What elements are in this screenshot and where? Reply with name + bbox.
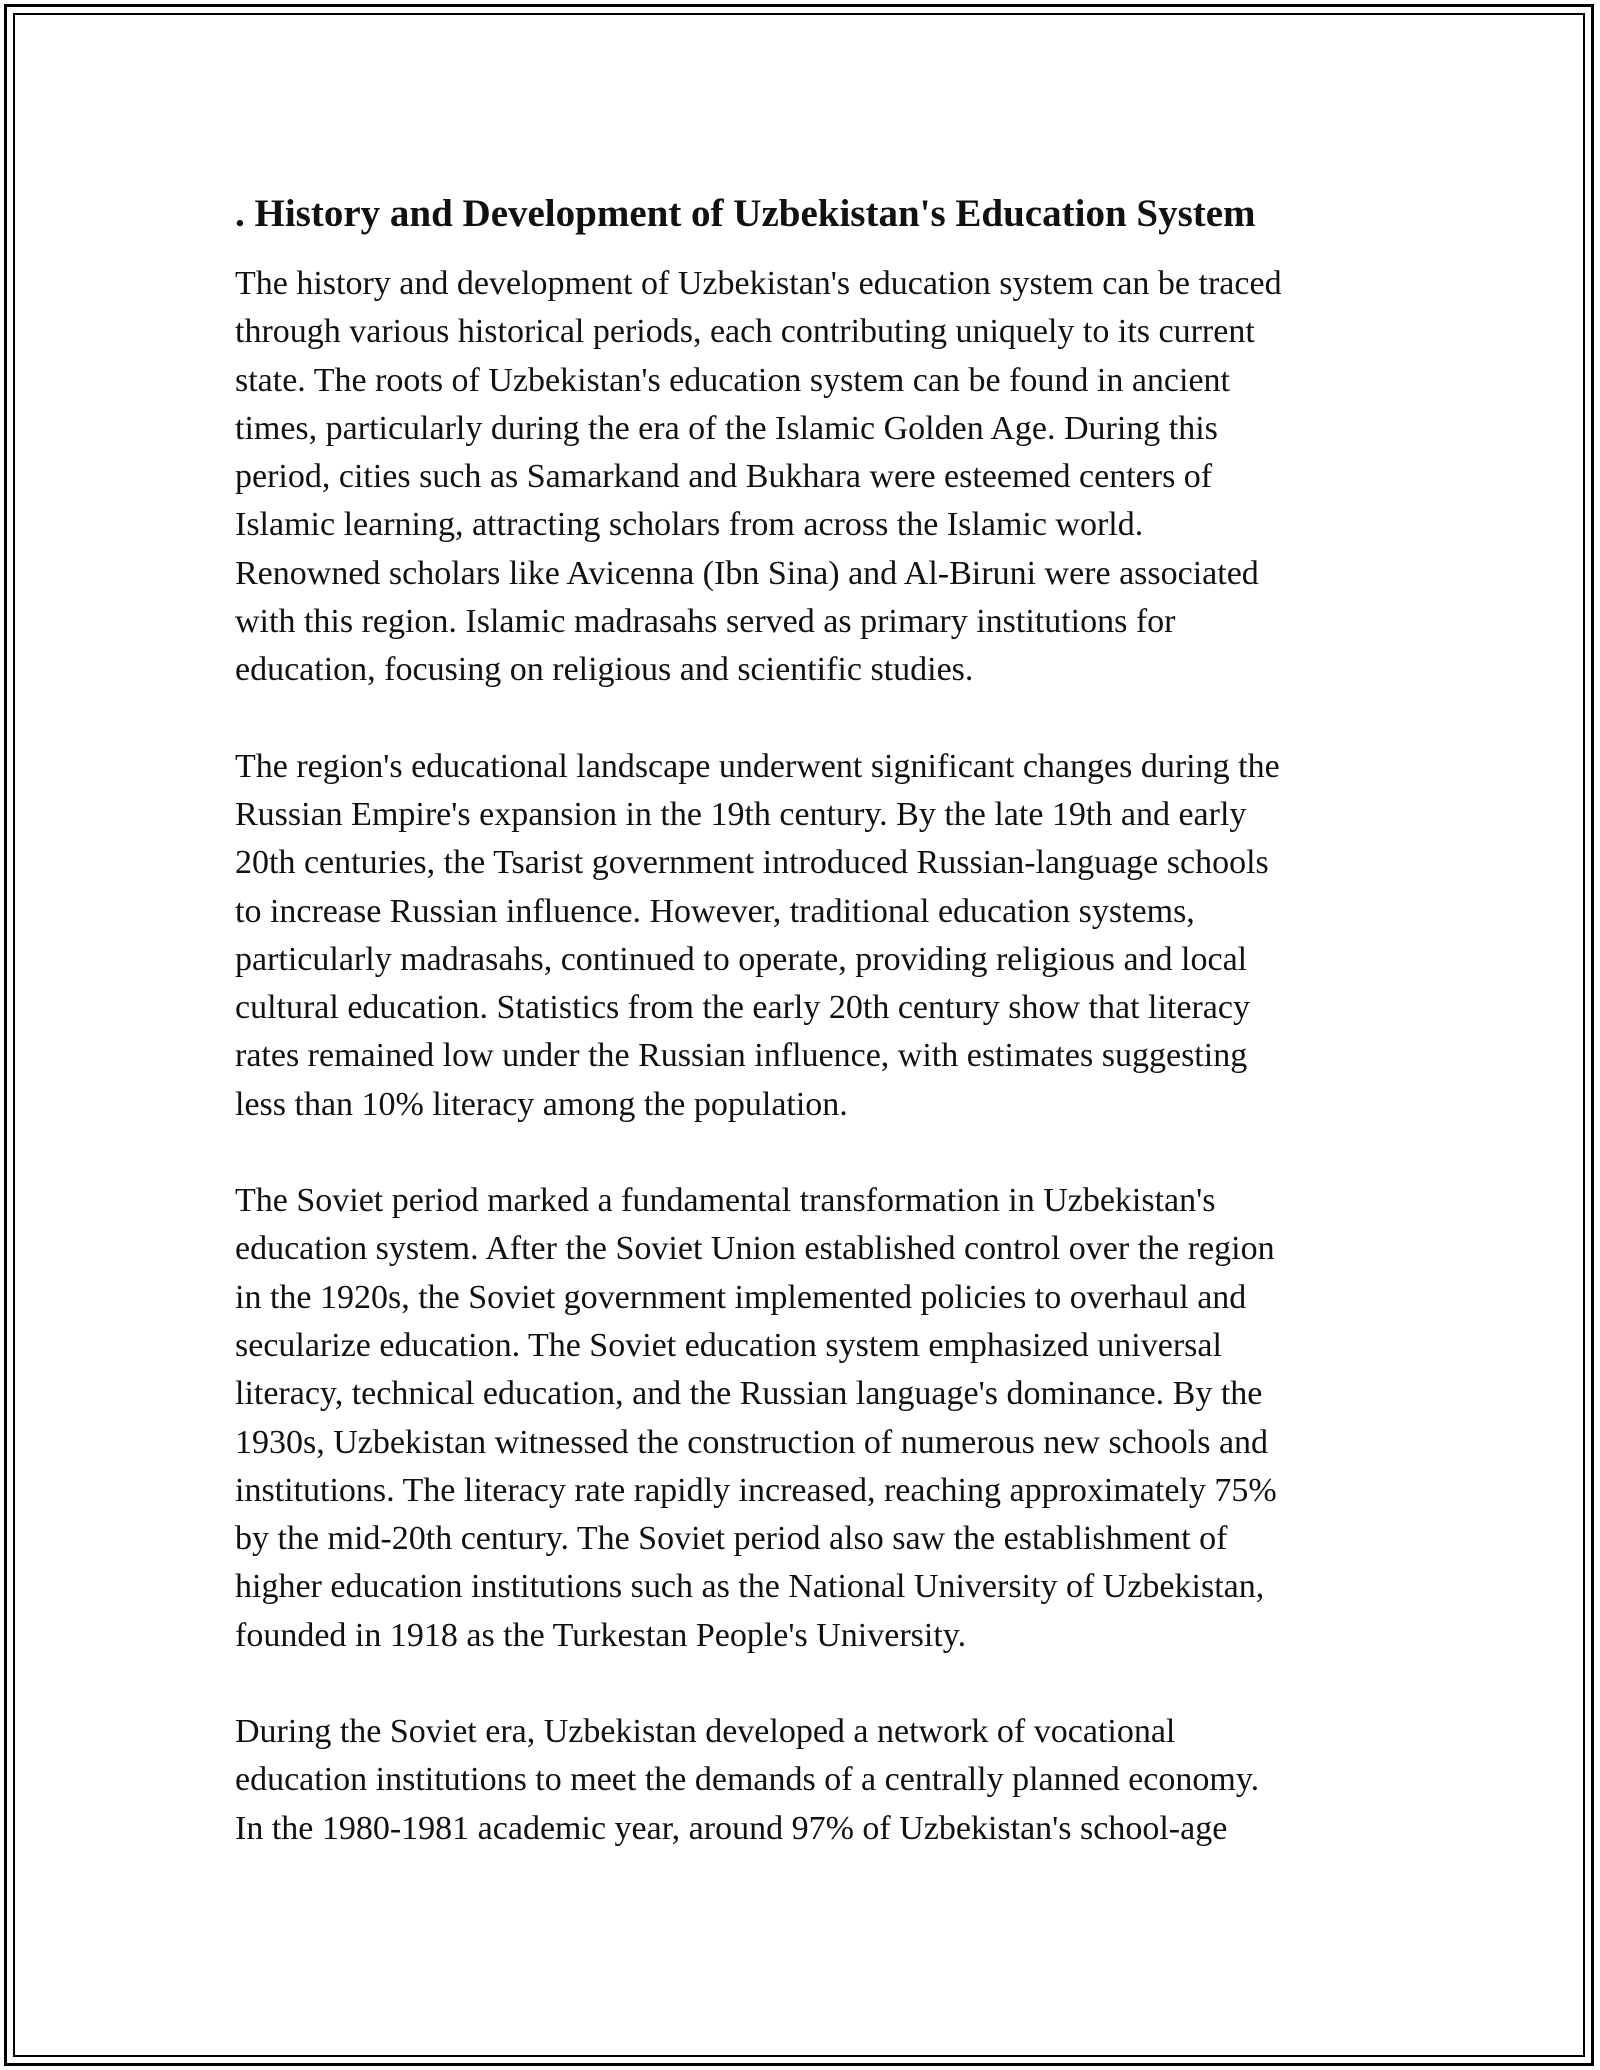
text-line: particularly madrasahs, continued to operate, providing religious and local bbox=[235, 940, 1248, 978]
text-line: period, cities such as Samarkand and Bukhara were esteemed centers of bbox=[235, 458, 1213, 496]
paragraph-soviet-vocational bbox=[235, 1708, 1415, 1853]
text-line: higher education institutions such as the National University of Uzbekistan, bbox=[235, 1568, 1265, 1606]
text-line: education, focusing on religious and scientific studies. bbox=[235, 651, 974, 689]
text-line: Islamic learning, attracting scholars from across the Islamic world. bbox=[235, 506, 1144, 544]
document-body bbox=[235, 188, 1415, 1901]
paragraph-russian-empire bbox=[235, 743, 1415, 1129]
text-line: Russian Empire's expansion in the 19th century. By the late 19th and early bbox=[235, 795, 1247, 833]
text-line: rates remained low under the Russian influence, with estimates suggesting bbox=[235, 1037, 1248, 1075]
text-line: less than 10% literacy among the population. bbox=[235, 1085, 848, 1123]
text-line: 20th centuries, the Tsarist government introduced Russian-language schools bbox=[235, 844, 1269, 882]
text-line: In the 1980-1981 academic year, around 97% of Uzbekistan's school-age bbox=[235, 1809, 1228, 1847]
text-line: literacy, technical education, and the Russian language's dominance. By the bbox=[235, 1375, 1263, 1413]
text-line: During the Soviet era, Uzbekistan developed a network of vocational bbox=[235, 1713, 1176, 1751]
paragraph-soviet-period bbox=[235, 1177, 1415, 1660]
text-line: times, particularly during the era of the Islamic Golden Age. During this bbox=[235, 409, 1218, 447]
text-line: by the mid-20th century. The Soviet period also saw the establishment of bbox=[235, 1520, 1228, 1558]
section-heading: . History and Development of Uzbekistan's Education System bbox=[235, 192, 1256, 235]
text-line: in the 1920s, the Soviet government implemented policies to overhaul and bbox=[235, 1278, 1247, 1316]
text-line: founded in 1918 as the Turkestan People's University. bbox=[235, 1616, 967, 1654]
text-line: to increase Russian influence. However, traditional education systems, bbox=[235, 892, 1195, 930]
text-line: The history and development of Uzbekistan's education system can be traced bbox=[235, 265, 1282, 302]
text-line: The Soviet period marked a fundamental transformation in Uzbekistan's bbox=[235, 1182, 1216, 1220]
text-line: through various historical periods, each contributing uniquely to its current bbox=[235, 313, 1255, 351]
text-line: state. The roots of Uzbekistan's education system can be found in ancient bbox=[235, 361, 1230, 399]
text-line: institutions. The literacy rate rapidly increased, reaching approximately 75% bbox=[235, 1471, 1277, 1509]
text-line: education system. After the Soviet Union established control over the region bbox=[235, 1230, 1275, 1268]
text-line: with this region. Islamic madrasahs served as primary institutions for bbox=[235, 603, 1176, 641]
text-line: secularize education. The Soviet education system emphasized universal bbox=[235, 1326, 1222, 1364]
text-line: Renowned scholars like Avicenna (Ibn Sina) and Al-Biruni were associated bbox=[235, 554, 1259, 592]
text-line: 1930s, Uzbekistan witnessed the construction of numerous new schools and bbox=[235, 1423, 1269, 1461]
text-line: education institutions to meet the demands of a centrally planned economy. bbox=[235, 1761, 1260, 1799]
text-line: cultural education. Statistics from the early 20th century show that literacy bbox=[235, 989, 1250, 1027]
text-line: The region's educational landscape underwent significant changes during the bbox=[235, 747, 1280, 785]
paragraph-islamic-golden-age bbox=[235, 260, 1415, 695]
